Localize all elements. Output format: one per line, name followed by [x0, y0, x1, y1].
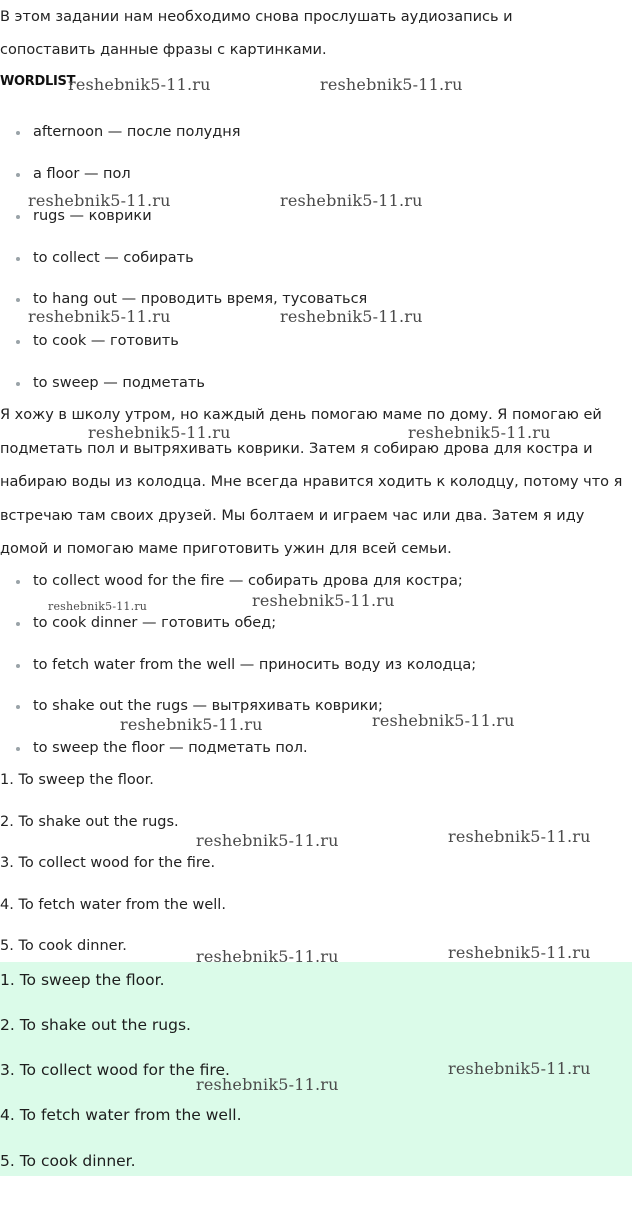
answer-line: 2. To shake out the rugs. — [0, 814, 179, 830]
watermark: reshebnik5-11.ru — [320, 75, 463, 94]
watermark: reshebnik5-11.ru — [88, 423, 231, 442]
watermark: reshebnik5-11.ru — [408, 423, 551, 442]
wordlist-item: to cook — готовить — [33, 333, 179, 349]
answer-line: 1. To sweep the floor. — [0, 772, 154, 788]
watermark: reshebnik5-11.ru — [372, 711, 515, 730]
phrase-item: to shake out the rugs — вытряхивать коврики; — [33, 698, 383, 714]
phrase-item: to sweep the floor — подметать пол. — [33, 740, 308, 756]
watermark: reshebnik5-11.ru — [280, 191, 423, 210]
answer-line: 3. To collect wood for the fire. — [0, 855, 216, 871]
wordlist-item: to sweep — подметать — [33, 375, 205, 391]
highlighted-answer-line: 3. To collect wood for the fire. — [0, 1061, 230, 1079]
answer-line: 5. To cook dinner. — [0, 938, 127, 954]
highlighted-answer-line: 4. To fetch water from the well. — [0, 1106, 242, 1124]
wordlist-item: afternoon — после полудня — [33, 124, 241, 140]
answer-line: 4. To fetch water from the well. — [0, 897, 226, 913]
watermark: reshebnik5-11.ru — [28, 307, 171, 326]
phrase-item: to collect wood for the fire — собирать дрова для костра; — [33, 573, 463, 589]
watermark: reshebnik5-11.ru — [280, 307, 423, 326]
watermark: reshebnik5-11.ru — [448, 827, 591, 846]
phrase-item: to fetch water from the well — приносить воду из колодца; — [33, 657, 477, 673]
wordlist-item: rugs — коврики — [33, 208, 152, 224]
highlighted-answer-line: 1. To sweep the floor. — [0, 971, 165, 989]
watermark: reshebnik5-11.ru — [68, 75, 211, 94]
watermark: reshebnik5-11.ru — [28, 191, 171, 210]
translation-line-5: домой и помогаю маме приготовить ужин для всей семьи. — [0, 541, 452, 557]
translation-line-4: встречаю там своих друзей. Мы болтаем и играем час или два. Затем я иду — [0, 508, 585, 524]
translation-line-2: подметать пол и вытряхивать коврики. Затем я собираю дрова для костра и — [0, 441, 593, 457]
intro-line-1: В этом задании нам необходимо снова прослушать аудиозапись и — [0, 9, 513, 25]
translation-line-1: Я хожу в школу утром, но каждый день помогаю маме по дому. Я помогаю ей — [0, 407, 602, 423]
watermark: reshebnik5-11.ru — [196, 1075, 339, 1094]
watermark: reshebnik5-11.ru — [120, 715, 263, 734]
wordlist-heading: WORDLIST — [0, 74, 76, 89]
wordlist-item: to collect — собирать — [33, 250, 194, 266]
watermark: reshebnik5-11.ru — [448, 1059, 591, 1078]
wordlist-item: to hang out — проводить время, тусоваться — [33, 291, 368, 307]
watermark: reshebnik5-11.ru — [252, 591, 395, 610]
translation-line-3: набираю воды из колодца. Мне всегда нравится ходить к колодцу, потому что я — [0, 474, 623, 490]
highlighted-answer-line: 5. To cook dinner. — [0, 1152, 136, 1170]
phrase-item: to cook dinner — готовить обед; — [33, 615, 277, 631]
watermark: reshebnik5-11.ru — [448, 943, 591, 962]
wordlist-item: a floor — пол — [33, 166, 131, 182]
watermark: reshebnik5-11.ru — [196, 947, 339, 966]
watermark: reshebnik5-11.ru — [196, 831, 339, 850]
watermark: reshebnik5-11.ru — [48, 600, 148, 613]
highlighted-answer-line: 2. To shake out the rugs. — [0, 1016, 191, 1034]
intro-line-2: сопоставить данные фразы с картинками. — [0, 42, 327, 58]
